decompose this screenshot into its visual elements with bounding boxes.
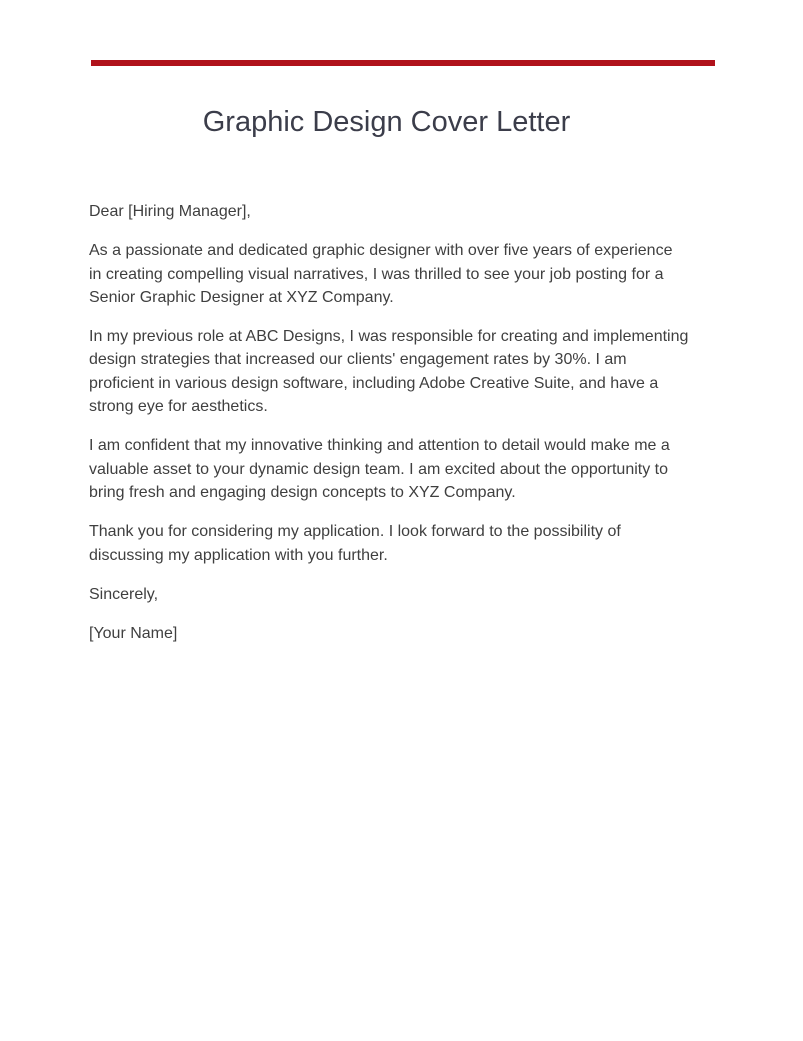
- letter-body: [89, 200, 689, 661]
- paragraph-thanks: Thank you for considering my application. I look forward to the possibility of discussing my application with you further.: [89, 523, 621, 564]
- header-accent-bar: [91, 60, 715, 66]
- paragraph-motivation: I am confident that my innovative thinking and attention to detail would make me a valuable asset to your dynamic design team. I am excited about the opportunity to bring fresh and engaging design concepts to XYZ Company.: [89, 437, 670, 501]
- signature: [Your Name]: [89, 625, 178, 643]
- document-title: Graphic Design Cover Letter: [202, 106, 571, 138]
- salutation: Dear [Hiring Manager],: [89, 203, 251, 220]
- paragraph-intro: As a passionate and dedicated graphic designer with over five years of experience in creating compelling visual narratives, I was thrilled to see your job posting for a Senior Graphic Designer at XYZ Company.: [89, 242, 673, 306]
- closing: Sincerely,: [89, 585, 159, 603]
- paragraph-experience: In my previous role at ABC Designs, I was responsible for creating and implementing design strategies that increased our clients' engagement rates by 30%. I am proficient in various design software, including Adobe Creative Suite, and have a strong eye for aesthetics.: [89, 328, 689, 416]
